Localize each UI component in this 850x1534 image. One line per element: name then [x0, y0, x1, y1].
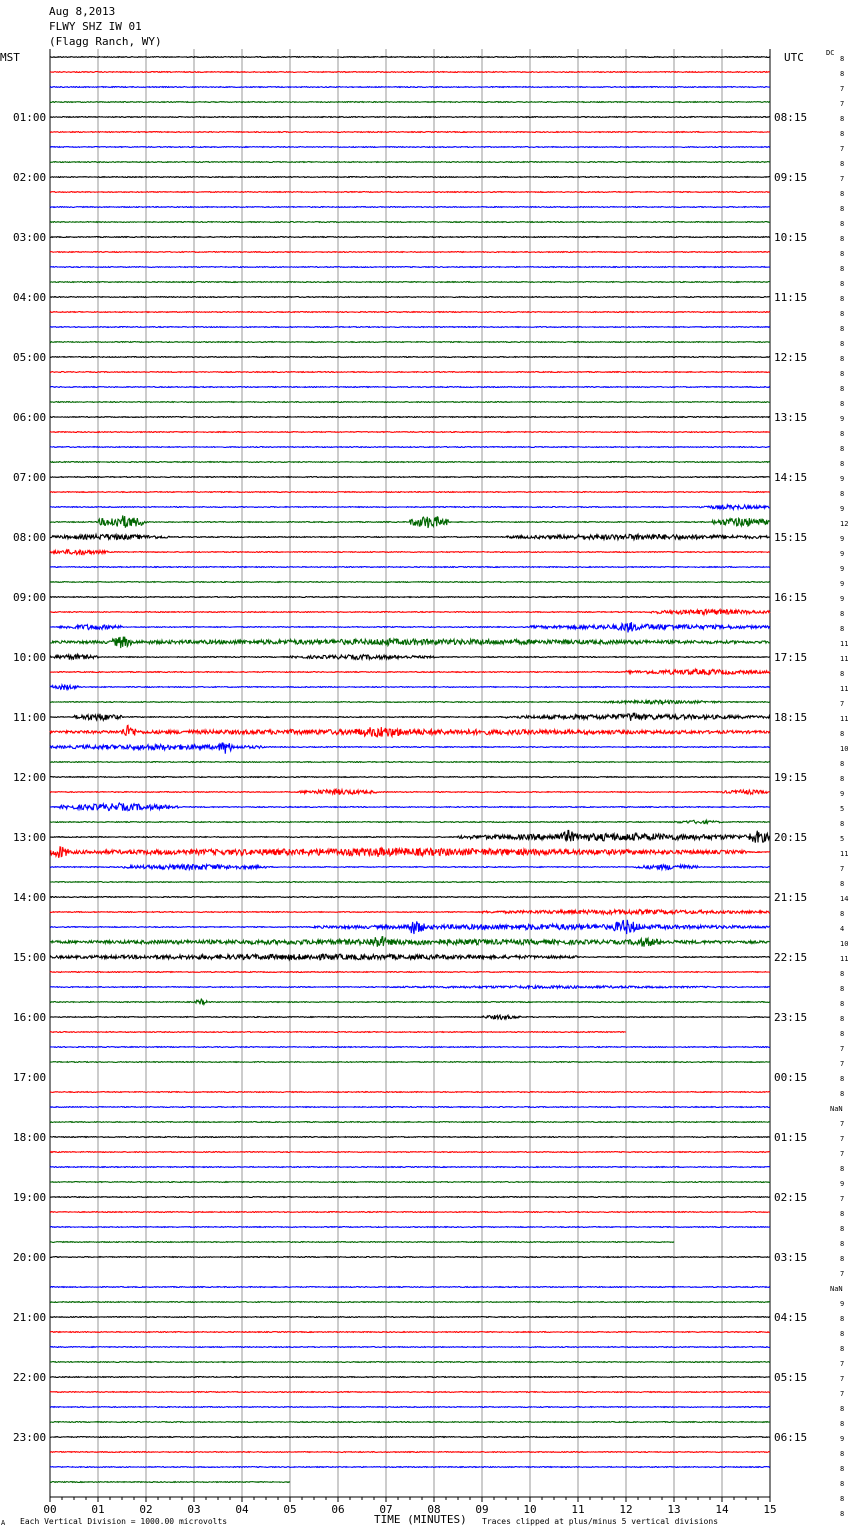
dc-offset-labels	[830, 55, 848, 1518]
trace-line	[50, 597, 770, 598]
trace-line	[50, 492, 770, 493]
x-tick-label: 03	[187, 1503, 201, 1516]
mst-hour-labels	[13, 111, 46, 1444]
utc-hour-label: 06:15	[774, 1431, 808, 1444]
trace-line	[50, 192, 770, 193]
dc-offset-label: 8	[840, 1345, 845, 1353]
utc-hour-label: 09:15	[774, 171, 808, 184]
trace-line	[50, 477, 770, 478]
trace-line	[50, 1287, 770, 1288]
trace-line	[50, 882, 770, 883]
dc-offset-label: 8	[840, 1405, 845, 1413]
trace-line	[50, 357, 770, 358]
dc-offset-label: 7	[840, 175, 845, 183]
mst-hour-label: 15:00	[13, 951, 47, 964]
trace-line	[50, 1257, 770, 1258]
mst-hour-label: 05:00	[13, 351, 47, 364]
dc-offset-label: 8	[840, 1015, 845, 1023]
dc-offset-label: 9	[840, 595, 845, 603]
dc-offset-label: 8	[840, 1240, 845, 1248]
dc-offset-label: 9	[840, 580, 845, 588]
dc-offset-label: 8	[840, 1330, 845, 1338]
utc-hour-label: 02:15	[774, 1191, 808, 1204]
mst-hour-label: 08:00	[13, 531, 47, 544]
mst-hour-label: 18:00	[13, 1131, 47, 1144]
dc-offset-label: 8	[840, 1210, 845, 1218]
trace-line	[50, 1062, 770, 1063]
trace-line	[50, 972, 770, 973]
utc-hour-label: 17:15	[774, 651, 808, 664]
utc-hour-label: 22:15	[774, 951, 808, 964]
dc-offset-label: 11	[840, 655, 849, 663]
trace-line	[50, 1212, 770, 1213]
dc-offset-label: 8	[840, 970, 845, 978]
trace-line	[50, 1122, 770, 1123]
utc-hour-label: 01:15	[774, 1131, 808, 1144]
trace-line	[50, 1227, 770, 1228]
trace-line	[50, 789, 770, 795]
mst-hour-label: 10:00	[13, 651, 47, 664]
trace-line	[50, 252, 770, 253]
dc-offset-label: 8	[840, 1450, 845, 1458]
dc-offset-label: 8	[840, 250, 845, 258]
dc-offset-label: 8	[840, 70, 845, 78]
trace-line	[50, 505, 770, 510]
dc-offset-label: 7	[840, 865, 845, 873]
utc-hour-labels	[774, 111, 807, 1444]
dc-offset-label: 8	[840, 1315, 845, 1323]
utc-hour-label: 05:15	[774, 1371, 808, 1384]
trace-line	[50, 1092, 770, 1093]
trace-line	[50, 1015, 770, 1019]
trace-line	[50, 342, 770, 343]
utc-hour-label: 03:15	[774, 1251, 808, 1264]
trace-line	[50, 743, 770, 754]
dc-offset-label: 4	[840, 925, 845, 933]
x-axis-label: TIME (MINUTES)	[374, 1513, 467, 1526]
dc-offset-label: 8	[840, 1465, 845, 1473]
utc-hour-label: 00:15	[774, 1071, 808, 1084]
trace-line	[50, 864, 770, 869]
utc-hour-label: 08:15	[774, 111, 808, 124]
x-tick-label: 15	[763, 1503, 777, 1516]
dc-offset-label: 7	[840, 1120, 845, 1128]
trace-line	[50, 237, 770, 238]
dc-offset-label: 9	[840, 475, 845, 483]
dc-offset-label: 9	[840, 505, 845, 513]
trace-line	[50, 1032, 626, 1033]
dc-offset-label: 8	[840, 130, 845, 138]
dc-offset-label: 8	[840, 325, 845, 333]
x-tick-label: 08	[427, 1503, 441, 1516]
trace-line	[50, 937, 770, 947]
trace-line	[50, 820, 770, 823]
x-tick-label: 14	[715, 1503, 729, 1516]
dc-offset-label: 9	[840, 1435, 845, 1443]
dc-offset-label: 8	[840, 1075, 845, 1083]
trace-line	[50, 1182, 770, 1183]
trace-line	[50, 387, 770, 388]
trace-line	[50, 1242, 674, 1243]
x-tick-label: 01	[91, 1503, 105, 1516]
left-axis-title: MST	[0, 51, 20, 64]
trace-line	[50, 207, 770, 208]
utc-hour-label: 14:15	[774, 471, 808, 484]
trace-line	[50, 685, 770, 690]
trace-line	[50, 1332, 770, 1333]
corner-mark: A	[1, 1519, 6, 1527]
trace-line	[50, 417, 770, 418]
trace-line	[50, 222, 770, 223]
dc-offset-label: NaN	[830, 1285, 843, 1293]
trace-line	[50, 654, 770, 660]
trace-line	[50, 954, 770, 960]
trace-line	[50, 1422, 770, 1423]
dc-offset-label: 7	[840, 1390, 845, 1398]
utc-hour-label: 04:15	[774, 1311, 808, 1324]
dc-offset-label: 9	[840, 1180, 845, 1188]
dc-offset-label: 11	[840, 955, 849, 963]
trace-line	[50, 1302, 770, 1303]
mst-hour-label: 23:00	[13, 1431, 47, 1444]
dc-offset-label: 7	[840, 1195, 845, 1203]
dc-offset-label: 7	[840, 1150, 845, 1158]
trace-line	[50, 1167, 770, 1168]
mst-hour-label: 19:00	[13, 1191, 47, 1204]
trace-line	[50, 1467, 770, 1468]
dc-offset-label: 8	[840, 460, 845, 468]
dc-offset-label: 8	[840, 115, 845, 123]
trace-line	[50, 57, 770, 58]
dc-offset-label: 5	[840, 835, 845, 843]
trace-line	[50, 432, 770, 433]
dc-offset-label: 9	[840, 1300, 845, 1308]
dc-offset-label: 8	[840, 265, 845, 273]
x-tick-label: 12	[619, 1503, 633, 1516]
dc-offset-label: 8	[840, 775, 845, 783]
dc-offset-label: 7	[840, 145, 845, 153]
dc-offset-label: 7	[840, 1135, 845, 1143]
dc-offset-label: 14	[840, 895, 849, 903]
dc-offset-label: 9	[840, 535, 845, 543]
trace-line	[50, 622, 770, 632]
dc-offset-label: 9	[840, 415, 845, 423]
dc-offset-label: 8	[840, 610, 845, 618]
dc-offset-label: 8	[840, 280, 845, 288]
utc-hour-label: 16:15	[774, 591, 808, 604]
dc-offset-label: NaN	[830, 1105, 843, 1113]
dc-offset-label: 8	[840, 1165, 845, 1173]
utc-hour-label: 19:15	[774, 771, 808, 784]
dc-offset-label: 8	[840, 820, 845, 828]
dc-offset-label: 8	[840, 670, 845, 678]
dc-offset-label: 8	[840, 235, 845, 243]
trace-line	[50, 462, 770, 463]
dc-offset-label: 8	[840, 205, 845, 213]
trace-line	[50, 447, 770, 448]
trace-line	[50, 1347, 770, 1348]
dc-offset-label: 8	[840, 385, 845, 393]
mst-hour-label: 04:00	[13, 291, 47, 304]
dc-offset-label: 8	[840, 310, 845, 318]
dc-offset-label: 8	[840, 445, 845, 453]
trace-line	[50, 267, 770, 268]
mst-hour-label: 12:00	[13, 771, 47, 784]
dc-offset-label: 8	[840, 400, 845, 408]
x-tick-label: 09	[475, 1503, 489, 1516]
dc-offset-label: 8	[840, 1480, 845, 1488]
trace-line	[50, 725, 770, 737]
dc-offset-label: 8	[840, 760, 845, 768]
trace-line	[50, 102, 770, 103]
trace-line	[50, 1452, 770, 1453]
x-tick-label: 02	[139, 1503, 153, 1516]
dc-offset-label: 8	[840, 55, 845, 63]
trace-line	[50, 147, 770, 148]
utc-hour-label: 10:15	[774, 231, 808, 244]
dc-offset-label: 11	[840, 715, 849, 723]
dc-offset-label: 9	[840, 790, 845, 798]
x-tick-label: 11	[571, 1503, 585, 1516]
dc-offset-label: 8	[840, 340, 845, 348]
trace-line	[50, 1197, 770, 1198]
trace-line	[50, 327, 770, 328]
dc-offset-label: 8	[840, 1030, 845, 1038]
trace-line	[50, 1392, 770, 1393]
dc-offset-label: 8	[840, 1510, 845, 1518]
trace-line	[50, 372, 770, 373]
scale-note: Each Vertical Division = 1000.00 microvolts	[20, 1517, 228, 1526]
trace-line	[50, 516, 770, 529]
dc-offset-label: 8	[840, 1495, 845, 1503]
trace-line	[50, 282, 770, 283]
dc-offset-label: 8	[840, 160, 845, 168]
mst-hour-label: 09:00	[13, 591, 47, 604]
trace-line	[50, 177, 770, 178]
trace-group	[50, 57, 770, 1483]
dc-offset-label: 8	[840, 730, 845, 738]
clip-note: Traces clipped at plus/minus 5 vertical divisions	[482, 1517, 719, 1526]
dc-offset-label: 9	[840, 565, 845, 573]
trace-line	[50, 1317, 770, 1318]
trace-line	[50, 920, 770, 934]
utc-hour-label: 20:15	[774, 831, 808, 844]
trace-line	[50, 669, 770, 675]
dc-offset-label: 5	[840, 805, 845, 813]
trace-line	[50, 162, 770, 163]
utc-hour-label: 23:15	[774, 1011, 808, 1024]
mst-hour-label: 14:00	[13, 891, 47, 904]
dc-offset-label: 8	[840, 880, 845, 888]
chart-title: FLWY SHZ IW 01	[49, 20, 142, 33]
dc-offset-label: 7	[840, 1060, 845, 1068]
trace-line	[50, 1407, 770, 1408]
mst-hour-label: 07:00	[13, 471, 47, 484]
utc-hour-label: 21:15	[774, 891, 808, 904]
dc-offset-label: 8	[840, 430, 845, 438]
mst-hour-label: 06:00	[13, 411, 47, 424]
trace-line	[50, 402, 770, 403]
trace-line	[50, 1377, 770, 1378]
trace-line	[50, 1107, 770, 1108]
mst-hour-label: 01:00	[13, 111, 47, 124]
trace-line	[50, 1047, 770, 1048]
mst-hour-label: 16:00	[13, 1011, 47, 1024]
dc-offset-label: 8	[840, 490, 845, 498]
mst-hour-label: 22:00	[13, 1371, 47, 1384]
mst-hour-label: 03:00	[13, 231, 47, 244]
trace-line	[50, 713, 770, 721]
dc-offset-label: 8	[840, 370, 845, 378]
utc-hour-label: 15:15	[774, 531, 808, 544]
trace-line	[50, 550, 770, 555]
dc-offset-label: 8	[840, 985, 845, 993]
dc-offset-label: 9	[840, 550, 845, 558]
utc-hour-label: 13:15	[774, 411, 808, 424]
dc-offset-label: 8	[840, 1420, 845, 1428]
mst-hour-label: 11:00	[13, 711, 47, 724]
trace-line	[50, 1362, 770, 1363]
trace-line	[50, 534, 770, 539]
trace-line	[50, 762, 770, 763]
trace-line	[50, 609, 770, 614]
trace-line	[50, 910, 770, 915]
trace-line	[50, 830, 770, 842]
dc-offset-label: 11	[840, 640, 849, 648]
dc-offset-label: 11	[840, 685, 849, 693]
trace-line	[50, 897, 770, 898]
dc-offset-label: 8	[840, 910, 845, 918]
x-tick-label: 10	[523, 1503, 537, 1516]
trace-line	[50, 132, 770, 133]
dc-offset-label: 8	[840, 625, 845, 633]
trace-line	[50, 87, 770, 88]
trace-line	[50, 777, 770, 778]
dc-offset-label: 7	[840, 1375, 845, 1383]
trace-line	[50, 847, 770, 858]
x-tick-label: 13	[667, 1503, 681, 1516]
dc-offset-label: 8	[840, 295, 845, 303]
dc-offset-label: 10	[840, 745, 849, 753]
trace-line	[50, 1437, 770, 1438]
dc-offset-label: 8	[840, 1090, 845, 1098]
dc-offset-label: 12	[840, 520, 849, 528]
x-tick-label: 07	[379, 1503, 393, 1516]
dc-offset-label: 8	[840, 1255, 845, 1263]
chart-location: (Flagg Ranch, WY)	[49, 35, 162, 48]
dc-column-title: DC	[826, 49, 835, 57]
trace-line	[50, 637, 770, 649]
dc-offset-label: 7	[840, 1270, 845, 1278]
x-tick-label: 05	[283, 1503, 297, 1516]
chart-date: Aug 8,2013	[49, 5, 116, 18]
trace-line	[50, 297, 770, 298]
dc-offset-label: 8	[840, 220, 845, 228]
dc-offset-label: 8	[840, 1000, 845, 1008]
trace-line	[50, 986, 770, 989]
utc-hour-label: 18:15	[774, 711, 808, 724]
trace-line	[50, 803, 770, 811]
trace-line	[50, 567, 770, 568]
trace-line	[50, 1482, 290, 1483]
dc-offset-label: 7	[840, 1360, 845, 1368]
dc-offset-label: 10	[840, 940, 849, 948]
dc-offset-label: 8	[840, 190, 845, 198]
dc-offset-label: 7	[840, 1045, 845, 1053]
mst-hour-label: 02:00	[13, 171, 47, 184]
dc-offset-label: 7	[840, 700, 845, 708]
trace-line	[50, 117, 770, 118]
dc-offset-label: 8	[840, 355, 845, 363]
trace-line	[50, 1137, 770, 1138]
dc-offset-label: 7	[840, 100, 845, 108]
dc-offset-label: 11	[840, 850, 849, 858]
mst-hour-label: 13:00	[13, 831, 47, 844]
mst-hour-label: 17:00	[13, 1071, 47, 1084]
trace-line	[50, 999, 770, 1004]
utc-hour-label: 12:15	[774, 351, 808, 364]
dc-offset-label: 8	[840, 1225, 845, 1233]
mst-hour-label: 21:00	[13, 1311, 47, 1324]
trace-line	[50, 312, 770, 313]
dc-offset-label: 7	[840, 85, 845, 93]
trace-line	[50, 1152, 770, 1153]
trace-line	[50, 72, 770, 73]
x-tick-label: 06	[331, 1503, 345, 1516]
x-tick-label: 04	[235, 1503, 249, 1516]
utc-hour-label: 11:15	[774, 291, 808, 304]
right-axis-title: UTC	[784, 51, 804, 64]
x-tick-label: 00	[43, 1503, 57, 1516]
mst-hour-label: 20:00	[13, 1251, 47, 1264]
trace-line	[50, 700, 770, 704]
trace-line	[50, 582, 770, 583]
